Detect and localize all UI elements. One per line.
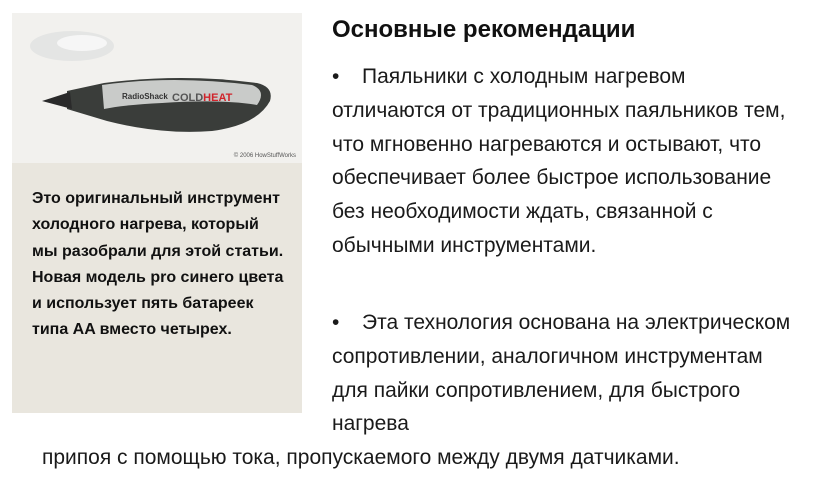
bullet-text: Эта технология основана на электрическом сопротивлении, аналогичном инструментам для пайки сопротивлением, для быстрого нагрева <box>332 311 791 436</box>
paragraph-continuation: припоя с помощью тока, пропускаемого между двумя датчиками. <box>42 446 680 469</box>
section-heading: Основные рекомендации <box>332 16 636 43</box>
product-photo <box>12 13 302 163</box>
bullet-item <box>332 60 802 263</box>
tool-tip <box>42 92 72 109</box>
bullet-item <box>332 306 802 441</box>
figure <box>12 13 302 413</box>
brand-label: RadioShack <box>122 92 168 101</box>
bullet-text: Паяльники с холодным нагревом отличаются от традиционных паяльников тем, что мгновенно нагреваются и остывают, что обеспечивает более быстрое использование без необходимости ждать, связанной с обычными инструментами. <box>332 65 786 257</box>
figure-caption: Это оригинальный инструмент холодного нагрева, который мы разобрали для этой статьи. Новая модель pro синего цвета и использует пять батареек типа AA вместо четырех. <box>32 190 284 339</box>
product-label-cold: COLDHEAT <box>172 92 233 104</box>
soldering-tool-image <box>12 13 302 163</box>
copyright: © 2006 HowStuffWorks <box>233 153 296 159</box>
bullet-symbol: • <box>332 311 340 334</box>
bullet-symbol: • <box>332 65 340 88</box>
